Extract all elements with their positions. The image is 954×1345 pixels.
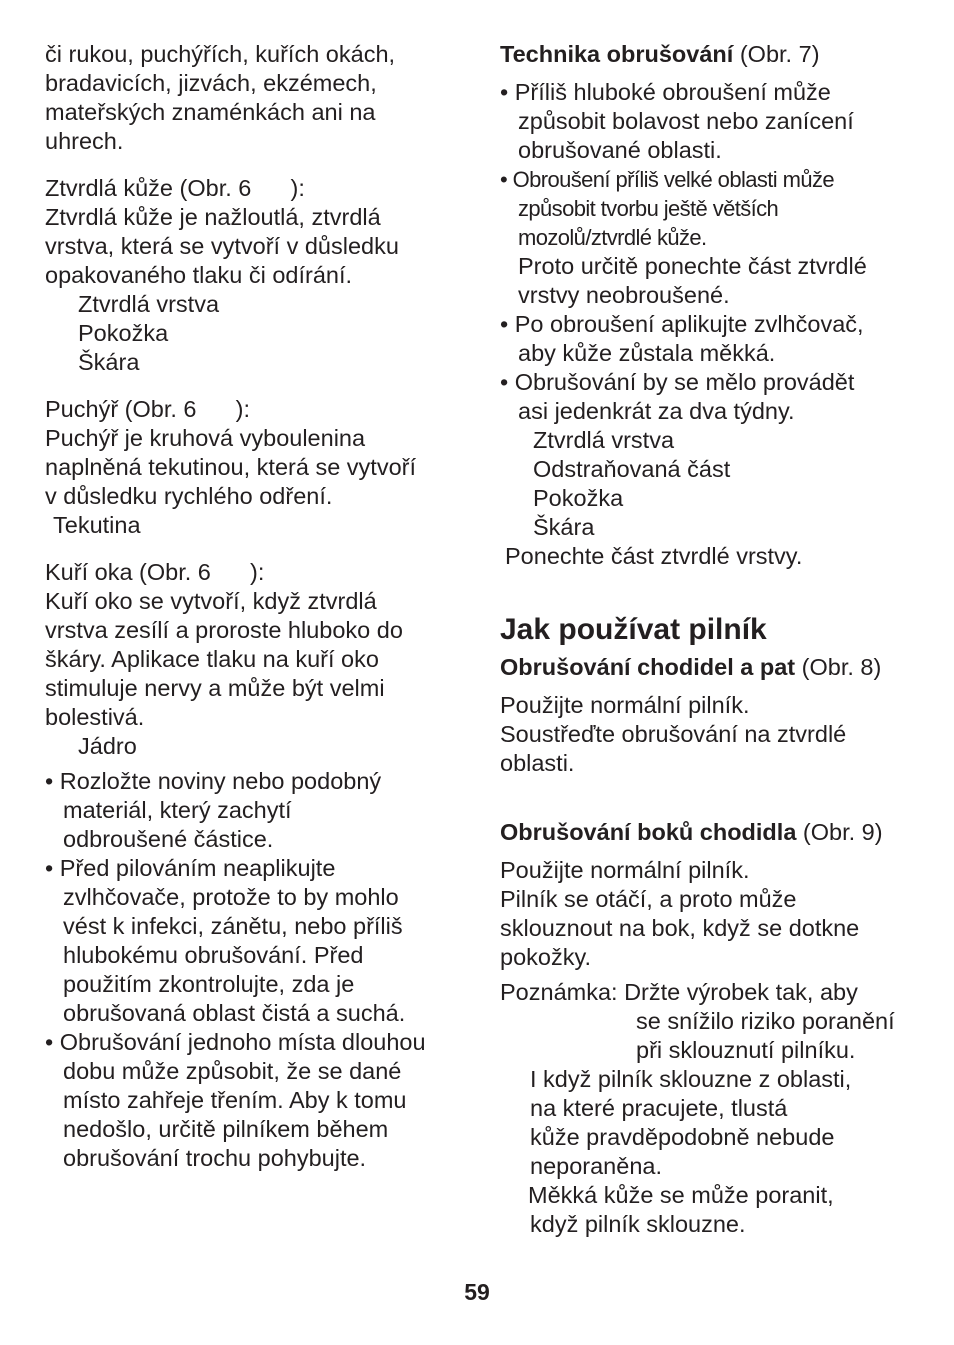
figure-label: Odstraňovaná část bbox=[533, 456, 731, 482]
figure-ref: (Obr. 7) bbox=[733, 41, 820, 67]
bullet-text: místo zahřeje třením. Aby k tomu bbox=[63, 1087, 407, 1113]
note-text: při sklouznutí pilníku. bbox=[636, 1037, 856, 1063]
callus-title: Ztvrdlá kůže (Obr. 6 ): bbox=[45, 175, 305, 201]
text-line: Použijte normální pilník. bbox=[500, 857, 750, 883]
bullet-text: obrušování trochu pohybujte. bbox=[63, 1145, 367, 1171]
blister-title: Puchýř (Obr. 6 ): bbox=[45, 396, 251, 422]
note-text: kůže pravděpodobně nebude bbox=[530, 1124, 835, 1150]
text-line: Kuří oko se vytvoří, když ztvrdlá bbox=[45, 588, 377, 614]
figure-label: Ponechte část ztvrdlé vrstvy. bbox=[505, 543, 803, 569]
note-text: se snížilo riziko poranění bbox=[636, 1008, 895, 1034]
bullet-text: • Obrušování jednoho místa dlouhou bbox=[45, 1029, 426, 1055]
bullet-text: • Obrušování by se mělo provádět bbox=[500, 369, 855, 395]
bullet-text: obrušovaná oblast čistá a suchá. bbox=[63, 1000, 406, 1026]
bullet-text: mozolů/ztvrdlé kůže. bbox=[518, 225, 707, 250]
intro-paragraph bbox=[45, 40, 465, 156]
sides-section bbox=[500, 818, 920, 1239]
text-line: sklouznout na bok, když se dotkne bbox=[500, 915, 860, 941]
bullet-text: dobu může způsobit, že se dané bbox=[63, 1058, 402, 1084]
bullet-text: • Před pilováním neaplikujte bbox=[45, 855, 336, 881]
note-text: když pilník sklouzne. bbox=[530, 1211, 746, 1237]
bullet-text: • Po obroušení aplikujte zvlhčovač, bbox=[500, 311, 864, 337]
figure-label: Škára bbox=[533, 514, 595, 540]
left-column bbox=[45, 40, 465, 1173]
text-line: škáry. Aplikace tlaku na kuří oko bbox=[45, 646, 379, 672]
bullet-text: aby kůže zůstala měkká. bbox=[518, 340, 776, 366]
text-line: pokožky. bbox=[500, 944, 591, 970]
text-line: Soustřeďte obrušování na ztvrdlé bbox=[500, 721, 847, 747]
note-text: Měkká kůže se může poranit, bbox=[528, 1182, 834, 1208]
sides-title-bold: Obrušování boků chodidla bbox=[500, 819, 797, 845]
figure-ref: (Obr. 9) bbox=[796, 819, 883, 845]
text-line: Použijte normální pilník. bbox=[500, 692, 750, 718]
bullet-text: vést k infekci, zánětu, nebo příliš bbox=[63, 913, 403, 939]
text-line: naplněná tekutinou, která se vytvoří bbox=[45, 454, 416, 480]
text-line: Pilník se otáčí, a proto může bbox=[500, 886, 797, 912]
text-line: či rukou, puchýřích, kuřích okách, bbox=[45, 41, 396, 67]
blister-section bbox=[45, 395, 465, 540]
text-line: v důsledku rychlého odření. bbox=[45, 483, 333, 509]
bullet-text: obrušované oblasti. bbox=[518, 137, 722, 163]
bullet-text: použitím zkontrolujte, zda je bbox=[63, 971, 355, 997]
callus-section bbox=[45, 174, 465, 377]
technique-title bbox=[500, 40, 920, 69]
text-line: bolestivá. bbox=[45, 704, 145, 730]
text-line: vrstva, která se vytvoří v důsledku bbox=[45, 233, 399, 259]
note-block bbox=[500, 978, 920, 1239]
bullet-text: zvlhčovače, protože to by mohlo bbox=[63, 884, 399, 910]
list-item bbox=[500, 165, 920, 310]
precautions-list bbox=[45, 767, 465, 1173]
text-line: oblasti. bbox=[500, 750, 575, 776]
figure-label: Pokožka bbox=[78, 320, 169, 346]
note-text: Poznámka: Držte výrobek tak, aby bbox=[500, 979, 858, 1005]
section-heading: Jak používat pilník bbox=[500, 613, 767, 646]
bullet-text: nedošlo, určitě pilníkem během bbox=[63, 1116, 389, 1142]
list-item bbox=[45, 854, 465, 1028]
note-text: na které pracujete, tlustá bbox=[530, 1095, 788, 1121]
text-line: vrstva zesílí a proroste hluboko do bbox=[45, 617, 403, 643]
bullet-text: • Příliš hluboké obroušení může bbox=[500, 79, 831, 105]
technique-title-bold: Technika obrušování bbox=[500, 41, 734, 67]
bullet-text: • Obroušení příliš velké oblasti může bbox=[500, 167, 834, 192]
figure-label: Ztvrdlá vrstva bbox=[533, 427, 675, 453]
figure-label: Pokožka bbox=[533, 485, 624, 511]
figure-label: Tekutina bbox=[53, 512, 141, 538]
bullet-text: materiál, který zachytí bbox=[63, 797, 292, 823]
list-item bbox=[45, 767, 465, 854]
text-line: uhrech. bbox=[45, 128, 124, 154]
figure-label: Ztvrdlá vrstva bbox=[78, 291, 220, 317]
bullet-text: hlubokému obrušování. Před bbox=[63, 942, 364, 968]
right-column bbox=[500, 40, 920, 1239]
list-item bbox=[500, 368, 920, 426]
text-line: bradavicích, jizvách, ekzémech, bbox=[45, 70, 377, 96]
figure-label: Jádro bbox=[78, 733, 137, 759]
bullet-text: Proto určitě ponechte část ztvrdlé bbox=[518, 253, 867, 279]
soles-title bbox=[500, 653, 920, 682]
bullet-text: způsobit tvorbu ještě větších bbox=[518, 196, 779, 221]
text-line: Ztvrdlá kůže je nažloutlá, ztvrdlá bbox=[45, 204, 381, 230]
page-number: 59 bbox=[464, 1279, 490, 1305]
bullet-text: odbroušené částice. bbox=[63, 826, 274, 852]
soles-section bbox=[500, 653, 920, 778]
bullet-text: vrstvy neobroušené. bbox=[518, 282, 730, 308]
list-item bbox=[500, 78, 920, 165]
text-line: mateřských znaménkách ani na bbox=[45, 99, 376, 125]
text-line: stimuluje nervy a může být velmi bbox=[45, 675, 385, 701]
bullet-text: • Rozložte noviny nebo podobný bbox=[45, 768, 382, 794]
list-item bbox=[45, 1028, 465, 1173]
corn-title: Kuří oka (Obr. 6 ): bbox=[45, 559, 265, 585]
figure-label: Škára bbox=[78, 349, 140, 375]
sides-title bbox=[500, 818, 920, 847]
technique-section bbox=[500, 40, 920, 571]
bullet-text: asi jedenkrát za dva týdny. bbox=[518, 398, 795, 424]
text-line: opakovaného tlaku či odírání. bbox=[45, 262, 353, 288]
list-item bbox=[500, 310, 920, 368]
soles-title-bold: Obrušování chodidel a pat bbox=[500, 654, 796, 680]
note-text: I když pilník sklouzne z oblasti, bbox=[530, 1066, 852, 1092]
bullet-text: způsobit bolavost nebo zanícení bbox=[518, 108, 854, 134]
corn-section bbox=[45, 558, 465, 761]
text-line: Puchýř je kruhová vyboulenina bbox=[45, 425, 366, 451]
note-text: neporaněna. bbox=[530, 1153, 662, 1179]
figure-ref: (Obr. 8) bbox=[795, 654, 882, 680]
